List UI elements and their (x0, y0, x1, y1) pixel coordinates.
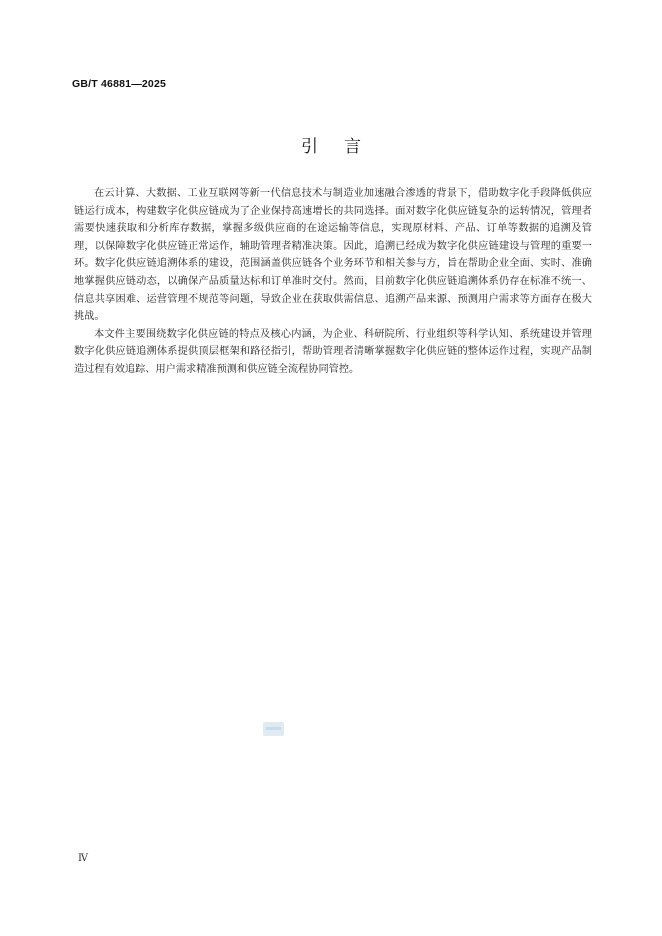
document-body (74, 185, 592, 379)
paragraph-2: 本文件主要围绕数字化供应链的特点及核心内涵，为企业、科研院所、行业组织等科学认知、系统建设并管理数字化供应链追溯体系提供顶层框架和路径指引，帮助管理者清晰掌握数字化供应链的整体运作过程，实现产品制造过程有效追踪、用户需求精准预测和供应链全流程协同管控。 (74, 328, 592, 375)
paragraph-1: 在云计算、大数据、工业互联网等新一代信息技术与制造业加速融合渗透的背景下，借助数字化手段降低供应链运行成本，构建数字化供应链成为了企业保持高速增长的共同选择。面对数字化供应链复杂的运转情况，管理者需要快速获取和分析库存数据，掌握多级供应商的在途运输等信息，实现原材料、产品、订单等数据的追溯及管理，以保障数字化供应链正常运作，辅助管理者精准决策。因此，追溯已经成为数字化供应链建设与管理的重要一环。数字化供应链追溯体系的建设，范围涵盖供应链各个业务环节和相关参与方，旨在帮助企业全面、实时、准确地掌握供应链动态，以确保产品质量达标和订单准时交付。然而，目前数字化供应链追溯体系仍存在标准不统一、信息共享困难、运营管理不规范等问题，导致企业在获取供需信息、追溯产品来源、预测用户需求等方面存在极大挑战。 (74, 188, 592, 323)
section-title: 引言 (301, 137, 387, 157)
page-number: Ⅳ (78, 853, 88, 864)
standard-code: GB/T 46881—2025 (72, 78, 167, 90)
watermark-logo-icon (263, 722, 284, 736)
